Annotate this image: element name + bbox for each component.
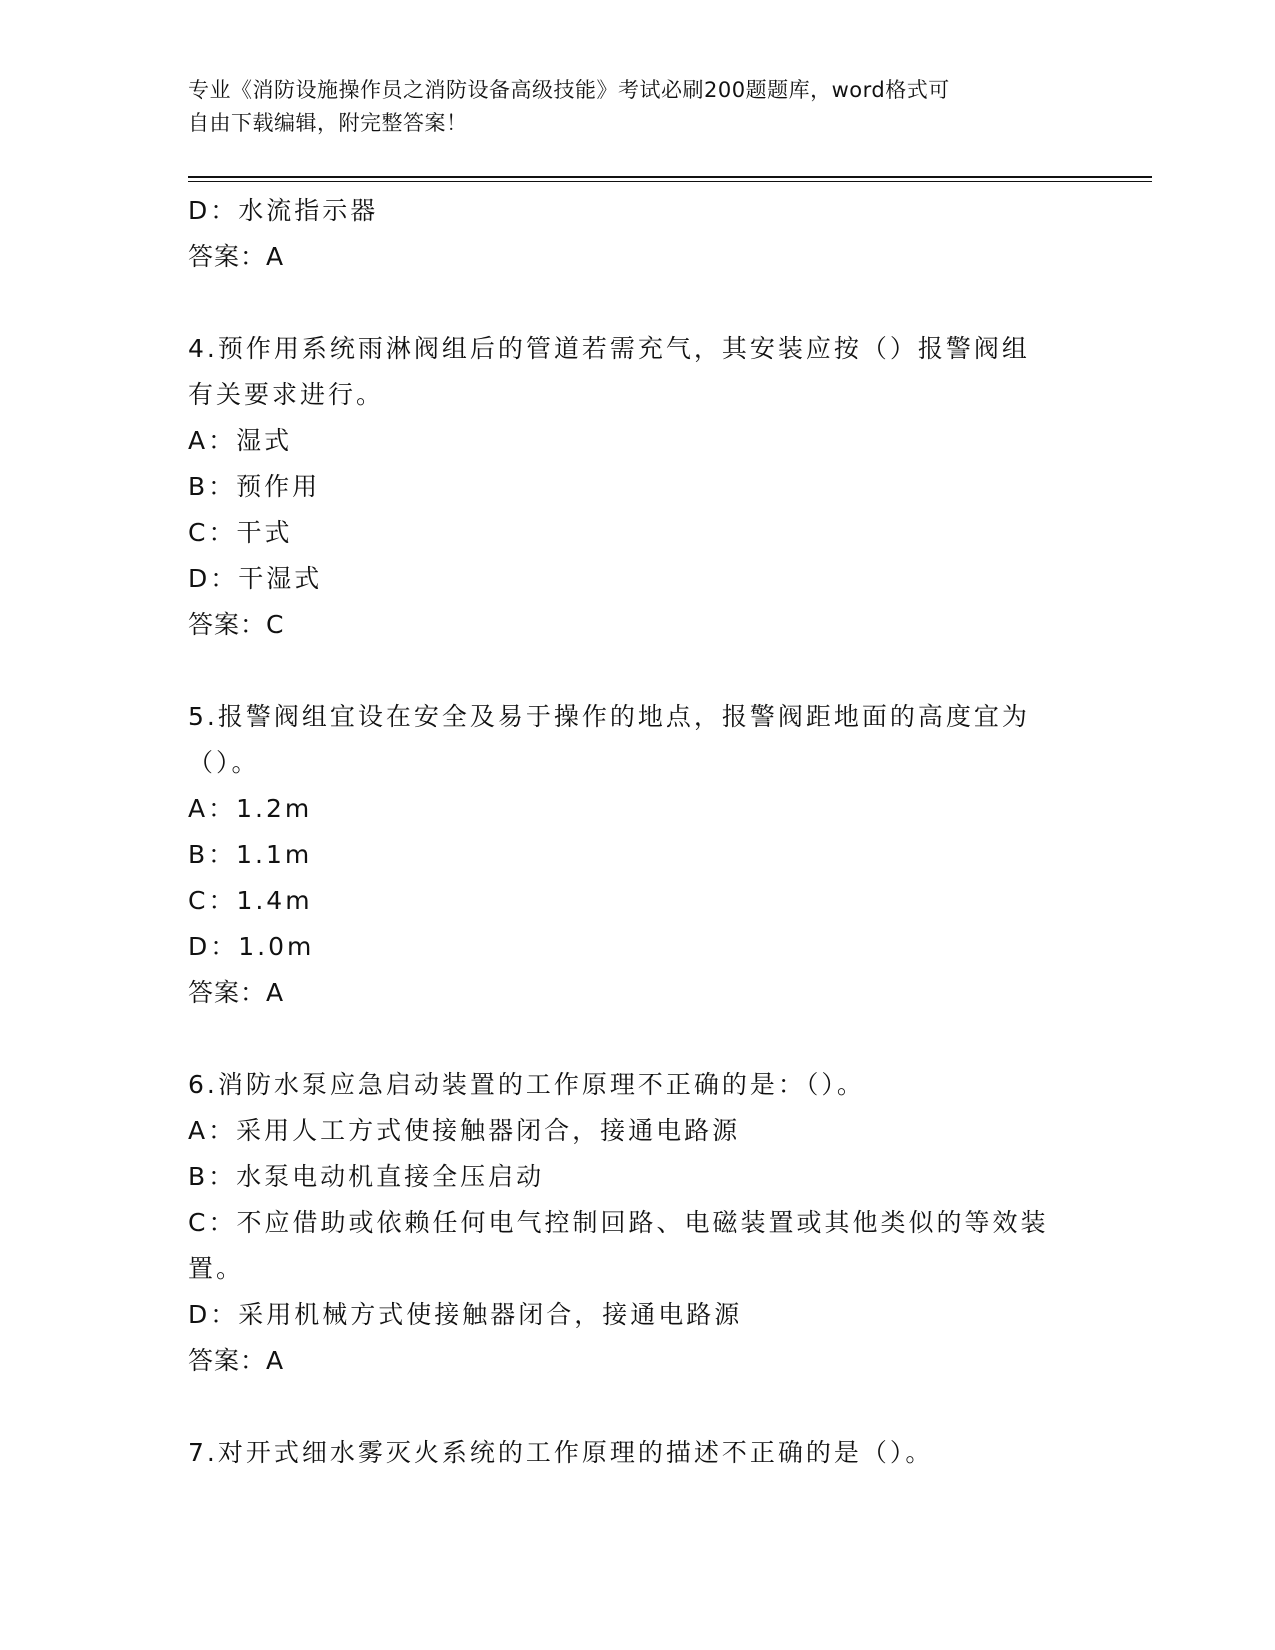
option-d: D：采用机械方式使接触器闭合，接通电路源 bbox=[188, 1300, 743, 1329]
header-line-1: 专业《消防设施操作员之消防设备高级技能》考试必刷200题题库，word格式可 bbox=[188, 78, 950, 102]
option-c: C：不应借助或依赖任何电气控制回路、电磁装置或其他类似的等效装 bbox=[188, 1208, 1049, 1237]
option-c-continued: 置。 bbox=[188, 1254, 245, 1283]
header-line-2: 自由下载编辑，附完整答案！ bbox=[188, 111, 468, 135]
question-stem: 6.消防水泵应急启动装置的工作原理不正确的是：（）。 bbox=[188, 1070, 865, 1099]
option-d: D：水流指示器 bbox=[188, 196, 379, 225]
header-divider-thin bbox=[188, 181, 1152, 182]
option-c: C：干式 bbox=[188, 518, 293, 547]
option-a: A：采用人工方式使接触器闭合，接通电路源 bbox=[188, 1116, 741, 1145]
question-list bbox=[188, 188, 1088, 1476]
spacer bbox=[188, 1016, 1088, 1062]
document-header bbox=[188, 74, 1068, 140]
question-5 bbox=[188, 694, 1088, 1016]
question-stem: 4.预作用系统雨淋阀组后的管道若需充气，其安装应按（）报警阀组 bbox=[188, 334, 1030, 363]
option-d: D：1.0m bbox=[188, 932, 315, 961]
option-b: B：预作用 bbox=[188, 472, 321, 501]
question-7 bbox=[188, 1430, 1088, 1476]
option-c: C：1.4m bbox=[188, 886, 313, 915]
question-stem-continued: （）。 bbox=[188, 748, 260, 777]
option-b: B：水泵电动机直接全压启动 bbox=[188, 1162, 545, 1191]
question-4 bbox=[188, 326, 1088, 648]
header-divider-thick bbox=[188, 176, 1152, 178]
question-stem-continued: 有关要求进行。 bbox=[188, 380, 385, 409]
answer: 答案：C bbox=[188, 610, 285, 639]
option-a: A：湿式 bbox=[188, 426, 293, 455]
answer: 答案：A bbox=[188, 978, 285, 1007]
answer: 答案：A bbox=[188, 1346, 285, 1375]
answer: 答案：A bbox=[188, 242, 285, 271]
option-a: A：1.2m bbox=[188, 794, 313, 823]
spacer bbox=[188, 1384, 1088, 1430]
spacer bbox=[188, 648, 1088, 694]
question-6 bbox=[188, 1062, 1088, 1384]
question-stem: 5.报警阀组宜设在安全及易于操作的地点，报警阀距地面的高度宜为 bbox=[188, 702, 1030, 731]
option-d: D：干湿式 bbox=[188, 564, 323, 593]
option-b: B：1.1m bbox=[188, 840, 313, 869]
question-stem: 7.对开式细水雾灭火系统的工作原理的描述不正确的是（）。 bbox=[188, 1438, 934, 1467]
spacer bbox=[188, 280, 1088, 326]
